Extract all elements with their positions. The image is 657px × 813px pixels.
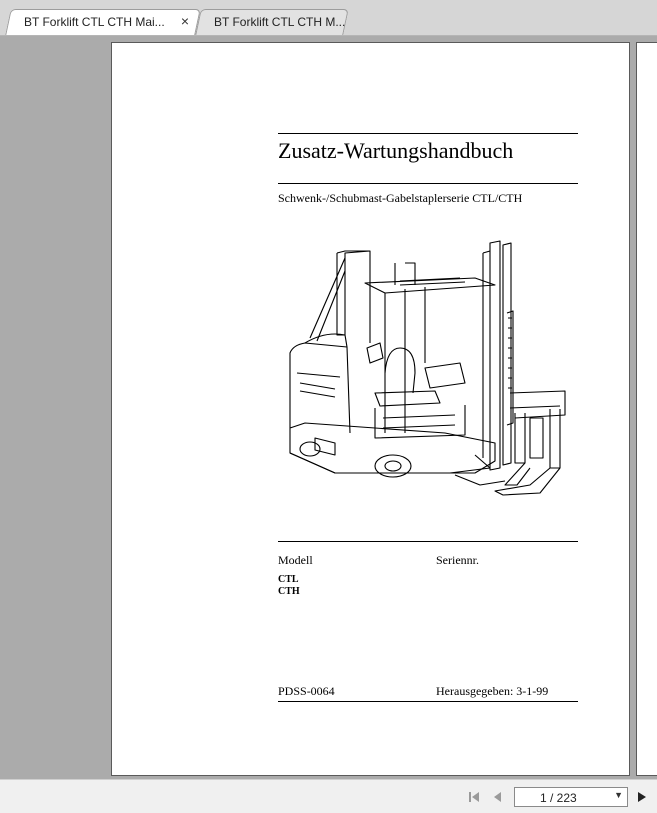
- previous-page-icon[interactable]: [490, 790, 504, 804]
- issue-date: Herausgegeben: 3-1-99: [436, 684, 549, 698]
- page-navigation-toolbar: [0, 779, 657, 813]
- title-bottom-rule: [278, 183, 578, 184]
- first-page-icon[interactable]: [467, 790, 481, 804]
- tab-strip: [0, 0, 657, 36]
- tab-label: BT Forklift CTL CTH M...: [214, 15, 346, 29]
- tab-document-1[interactable]: [8, 9, 198, 35]
- document-number: PDSS-0064: [278, 684, 335, 698]
- footer-rule: [278, 701, 578, 702]
- model-value: CTH: [278, 586, 300, 597]
- title-top-rule: [278, 133, 578, 134]
- model-value: CTL: [278, 574, 299, 585]
- next-page-icon[interactable]: [635, 790, 649, 804]
- dropdown-arrow-icon[interactable]: ▼: [614, 790, 623, 800]
- document-subtitle: Schwenk-/Schubmast-Gabelstaplerserie CTL/CTH: [278, 191, 523, 205]
- model-top-rule: [278, 541, 578, 542]
- model-label: Modell: [278, 553, 313, 567]
- document-page: [111, 42, 630, 776]
- close-tab-icon[interactable]: ×: [180, 13, 189, 29]
- next-document-page: [636, 42, 657, 776]
- document-title: Zusatz-Wartungshandbuch: [278, 138, 514, 163]
- document-viewport[interactable]: [0, 36, 657, 779]
- page-selector[interactable]: [514, 787, 628, 807]
- tab-label: BT Forklift CTL CTH Mai...: [24, 15, 165, 29]
- serial-number-label: Seriennr.: [436, 553, 479, 567]
- page-indicator: 1 / 223: [540, 791, 577, 805]
- forklift-illustration: [275, 223, 575, 508]
- tab-document-2[interactable]: [198, 9, 346, 35]
